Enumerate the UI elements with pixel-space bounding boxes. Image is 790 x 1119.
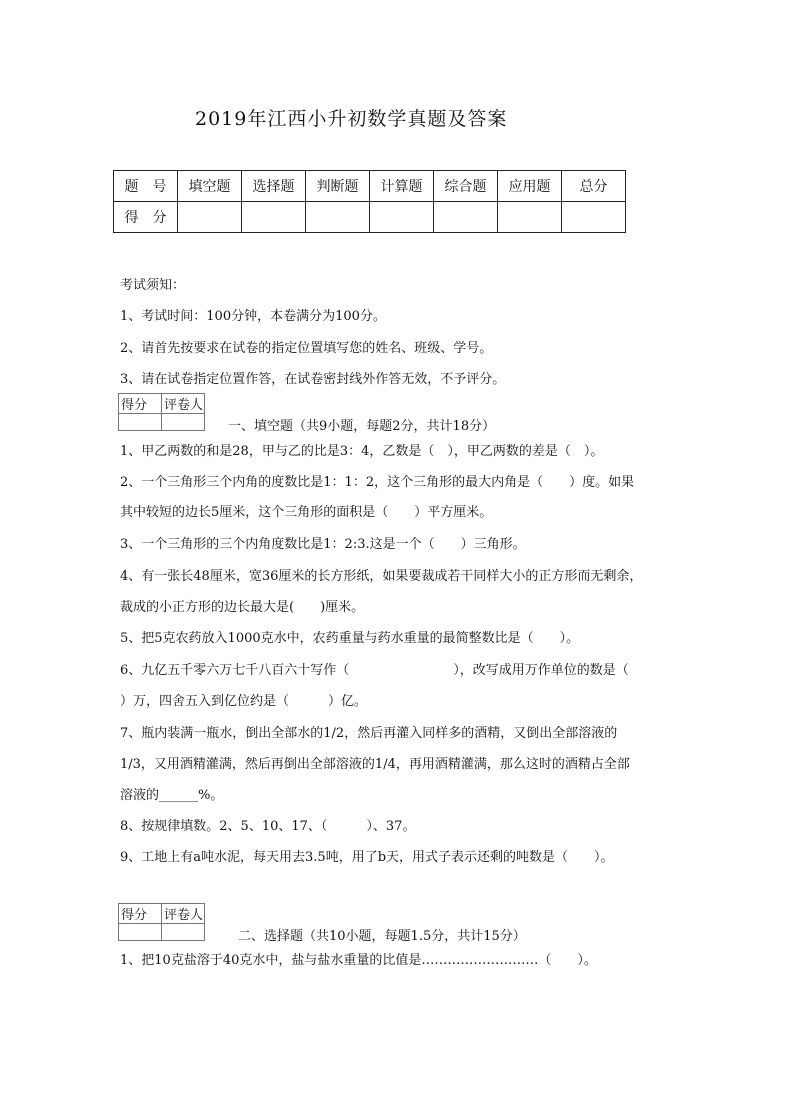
question-line: 1、把10克盐溶于40克水中，盐与盐水重量的比值是………………………（ ）。 — [120, 953, 597, 968]
score-cell[interactable] — [498, 202, 562, 233]
question-line: 5、把5克农药放入1000克水中，农药重量与药水重量的最简整数比是（ ）。 — [120, 631, 580, 646]
score-row-label: 得 分 — [114, 202, 178, 233]
scorer-box-score-label: 得分 — [119, 904, 162, 924]
score-cell[interactable] — [306, 202, 370, 233]
scorer-box-score-label: 得分 — [119, 394, 162, 414]
score-table-header-cell: 应用题 — [498, 171, 562, 202]
score-cell[interactable] — [434, 202, 498, 233]
scorer-box-grader-label: 评卷人 — [162, 904, 205, 924]
notice-item: 3、请在试卷指定位置作答，在试卷密封线外作答无效，不予评分。 — [120, 372, 506, 387]
score-table-header-cell: 总分 — [562, 171, 626, 202]
question-line: 裁成的小正方形的边长最大是( )厘米。 — [120, 600, 365, 615]
question-line: 1、甲乙两数的和是28，甲与乙的比是3：4，乙数是（ ），甲乙两数的差是（ ）。 — [120, 444, 604, 459]
score-table-header-row — [114, 171, 626, 202]
score-table-header-cell: 填空题 — [178, 171, 242, 202]
question-line: ）万，四舍五入到亿位约是（ ）亿。 — [120, 694, 368, 709]
score-table-header-cell: 计算题 — [370, 171, 434, 202]
scorer-box-grader-cell[interactable] — [162, 924, 205, 941]
question-line: 9、工地上有a吨水泥，每天用去3.5吨，用了b天，用式子表示还剩的吨数是（ ）。 — [120, 850, 614, 865]
scorer-box-1 — [118, 393, 205, 431]
question-line: 3、一个三角形的三个内角度数比是1：2:3.这是一个（ ）三角形。 — [120, 537, 526, 552]
section2-heading: 二、选择题（共10小题，每题1.5分，共计15分） — [238, 929, 526, 944]
score-cell[interactable] — [562, 202, 626, 233]
scorer-box-2 — [118, 903, 205, 941]
question-line: 1/3，又用酒精灌满，然后再倒出全部溶液的1/4，再用酒精灌满，那么这时的酒精占全部 — [120, 757, 630, 772]
question-line: 7、瓶内装满一瓶水，倒出全部水的1/2，然后再灌入同样多的酒精，又倒出全部溶液的 — [120, 726, 618, 741]
notice-item: 1、考试时间：100分钟，本卷满分为100分。 — [120, 309, 386, 324]
question-line: 6、九亿五千零六万七千八百六十写作（ ），改写成用万作单位的数是（ — [120, 663, 629, 678]
question-line: 4、有一张长48厘米，宽36厘米的长方形纸，如果要裁成若干同样大小的正方形而无剩余， — [120, 569, 643, 584]
question-line: 溶液的______%。 — [120, 788, 224, 803]
score-table-header-cell: 选择题 — [242, 171, 306, 202]
score-table-score-row — [114, 202, 626, 233]
scorer-box-score-cell[interactable] — [119, 414, 162, 431]
notice-heading: 考试须知： — [120, 278, 186, 293]
score-cell[interactable] — [178, 202, 242, 233]
score-table-header-cell: 综合题 — [434, 171, 498, 202]
notice-item: 2、请首先按要求在试卷的指定位置填写您的姓名、班级、学号。 — [120, 341, 493, 356]
question-line: 2、一个三角形三个内角的度数比是1：1：2，这个三角形的最大内角是（ ）度。如果 — [120, 475, 635, 490]
score-cell[interactable] — [242, 202, 306, 233]
score-cell[interactable] — [370, 202, 434, 233]
score-table-header-cell: 题 号 — [114, 171, 178, 202]
scorer-box-grader-label: 评卷人 — [162, 394, 205, 414]
score-table — [113, 170, 626, 233]
scorer-box-score-cell[interactable] — [119, 924, 162, 941]
question-line: 其中较短的边长5厘米，这个三角形的面积是（ ）平方厘米。 — [120, 505, 493, 520]
question-line: 8、按规律填数。2、5、10、17、（ ）、37。 — [120, 819, 416, 834]
page-title: 2019年江西小升初数学真题及答案 — [195, 108, 508, 130]
scorer-box-grader-cell[interactable] — [162, 414, 205, 431]
section1-heading: 一、填空题（共9小题，每题2分，共计18分） — [228, 419, 496, 434]
score-table-header-cell: 判断题 — [306, 171, 370, 202]
